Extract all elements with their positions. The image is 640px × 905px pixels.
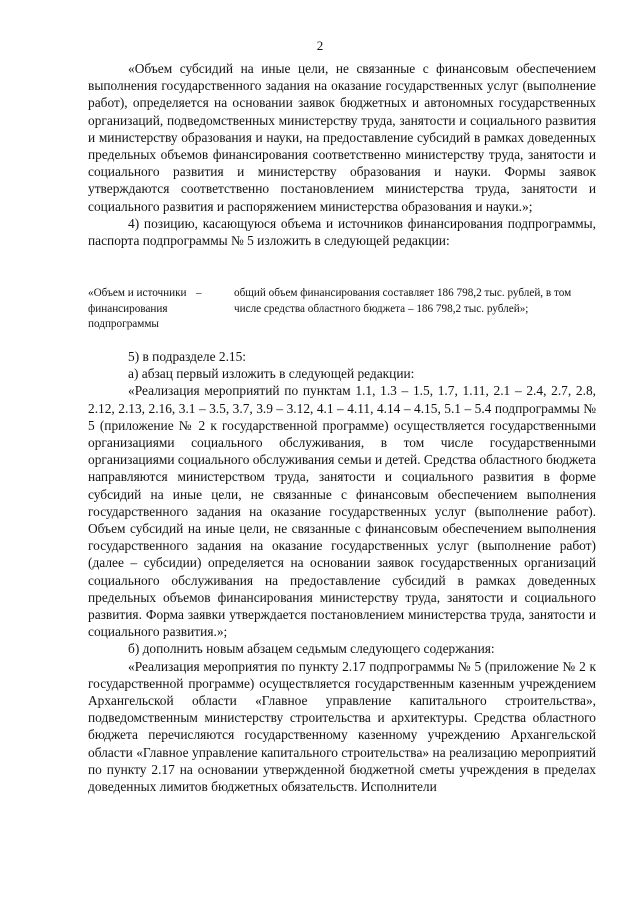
paragraph: «Реализация мероприятия по пункту 2.17 подпрограммы № 5 (приложение № 2 к государственной программе) осуществляется государственным казенным учреждением Архангельской области «Главное управление капитального строительства», подведомственным министерству строительства и архитектуры. Средства областного бюджета перечисляются государственному казенному учреждению Архангельской области «Главное управление капитального строительства» на реализацию мероприятий по пункту 2.17 на основании утвержденной бюджетной сметы учреждения в пределах доведенных лимитов бюджетных обязательств. Исполнители [88,658,596,795]
paragraph: б) дополнить новым абзацем седьмым следующего содержания: [128,641,495,657]
paragraph: 5) в подразделе 2.15: [128,349,247,364]
passport-value: общий объем финансирования составляет 186 798,2 тыс. рублей, в том числе средства областного бюджета – 186 798,2 тыс. рублей»; [234,287,572,315]
passport-row [88,286,596,333]
passport-label: «Объем и источники финансирования подпрограммы [88,287,187,330]
paragraph: а) абзац первый изложить в следующей редакции: [128,366,415,382]
paragraph: «Реализация мероприятий по пунктам 1.1, 1.3 – 1.5, 1.7, 1.11, 2.1 – 2.4, 2.7, 2.8, 2.12, 2.13, 2.16, 3.1 – 3.5, 3.7, 3.9 – 3.12, 4.1 – 4.11, 4.14 – 4.15, 5.1 – 5.4 подпрограммы № 5 (приложение № 2 к государственной программе) осуществляется государственными организациями социального обслуживания, в том числе государственными организациями социального обслуживания семьи и детей. Средства областного бюджета направляются министерством труда, занятости и социального развития в форме субсидий на иные цели, не связанные с финансовым обеспечением выполнения государственного задания на оказание государственных услуг (выполнение работ). Объем субсидий на иные цели, не связанные с финансовым обеспечением выполнения государственного задания на оказание государственных услуг (выполнение работ) (далее – субсидии) определяется на основании заявок государственных организаций социального обслуживания на предоставление субсидий в рамках доведенных предельных объемов финансирования министерству труда, занятости и социального развития. Форма заявки утверждается постановлением министерства труда, занятости и социального развития.»; [88,383,596,640]
paragraph: 4) позицию, касающуюся объема и источников финансирования подпрограммы, паспорта подпрограммы № 5 изложить в следующей редакции: [88,215,596,249]
document-body-bottom [88,348,596,795]
passport-dash: – [196,287,202,299]
page-number: 2 [316,38,324,53]
document-body-top [88,60,596,249]
paragraph: «Объем субсидий на иные цели, не связанные с финансовым обеспечением выполнения государственного задания на оказание государственных услуг (выполнение работ), определяется на основании заявок бюджетных и автономных государственных организаций, подведомственных министерству труда, занятости и социального развития и министерству образования и науки, на предоставление субсидий в рамках доведенных предельных объемов финансирования соответственно министерству труда, занятости и социального развития и министерству образования и науки. Формы заявок утверждаются соответственно постановлением министерства труда, занятости и социального развития и распоряжением министерства образования и науки.»; [88,61,596,214]
